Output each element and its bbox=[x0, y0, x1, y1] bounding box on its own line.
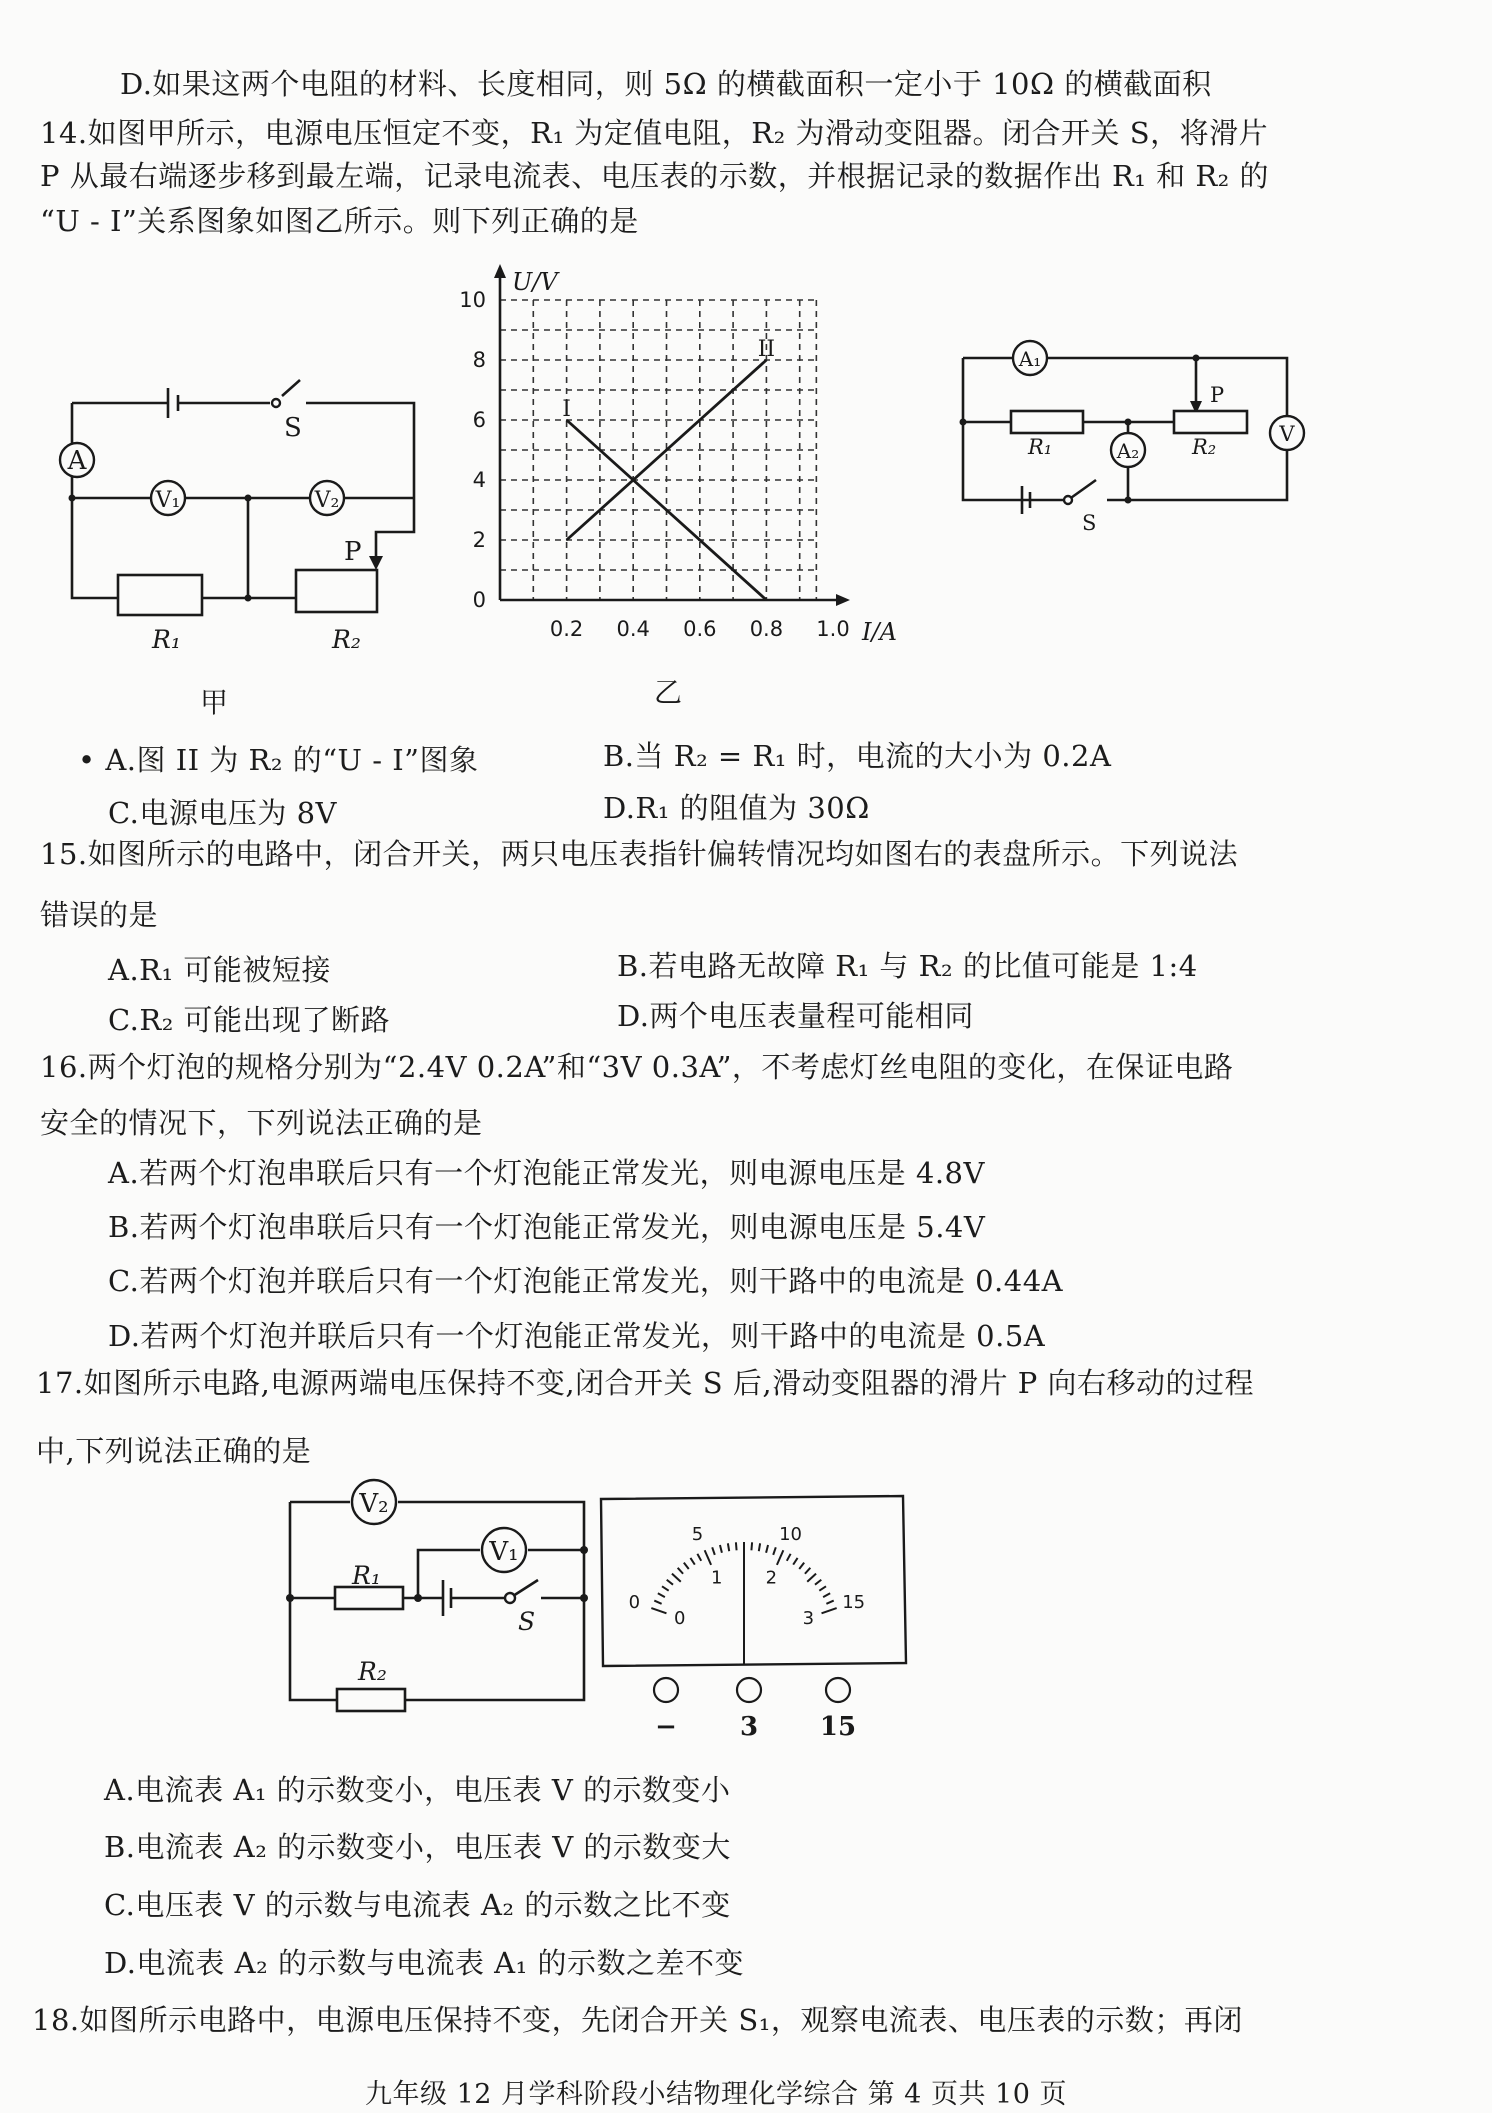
q14-option-a: • A.图 II 为 R₂ 的“U - I”图象 bbox=[78, 743, 479, 777]
switch-icon bbox=[513, 1580, 538, 1596]
resistor-r1 bbox=[118, 575, 202, 615]
terminal-label: 3 bbox=[739, 1712, 759, 1742]
x-tick-label: 0.8 bbox=[749, 617, 784, 641]
voltmeter-dial bbox=[601, 1496, 906, 1742]
q14-option-b: B.当 R₂ = R₁ 时，电流的大小为 0.2A bbox=[603, 739, 1112, 773]
terminal-icon bbox=[826, 1678, 850, 1702]
q17-option-c: C.电压表 V 的示数与电流表 A₂ 的示数之比不变 bbox=[104, 1888, 731, 1922]
dial-tick bbox=[728, 1543, 729, 1551]
axis-arrows bbox=[494, 264, 850, 606]
v2-label: V₂ bbox=[314, 488, 340, 513]
q17-option-b: B.电流表 A₂ 的示数变小，电压表 V 的示数变大 bbox=[104, 1830, 731, 1864]
series-label: I bbox=[562, 397, 571, 422]
a2-label: A₂ bbox=[1116, 439, 1140, 463]
ui-graph bbox=[459, 264, 897, 709]
rheostat-r2 bbox=[1174, 411, 1247, 433]
circuit-q17 bbox=[960, 341, 1305, 535]
circuit-q15 bbox=[286, 1480, 588, 1711]
switch-icon bbox=[272, 399, 280, 407]
a1-label: A₁ bbox=[1018, 347, 1042, 371]
q14-option-d: D.R₁ 的阻值为 30Ω bbox=[603, 791, 870, 825]
x-axis-label: I/A bbox=[862, 618, 897, 646]
q15-stem-line1: 15.如图所示的电路中，闭合开关，两只电压表指针偏转情况均如图右的表盘所示。下列说法 bbox=[40, 837, 1239, 871]
y-tick-label: 4 bbox=[472, 468, 486, 492]
y-tick-label: 8 bbox=[472, 348, 486, 372]
q16-stem-line1: 16.两个灯泡的规格分别为“2.4V 0.2A”和“3V 0.3A”，不考虑灯丝电阻的变化，在保证电路 bbox=[40, 1050, 1234, 1084]
battery-icon bbox=[168, 388, 178, 418]
q18-stem-line1: 18.如图所示电路中，电源电压保持不变，先闭合开关 S₁，观察电流表、电压表的示数；再闭 bbox=[32, 2003, 1243, 2037]
q17-option-d: D.电流表 A₂ 的示数与电流表 A₁ 的示数之差不变 bbox=[104, 1946, 744, 1980]
page-footer: 九年级 12 月学科阶段小结物理化学综合 第 4 页共 10 页 bbox=[365, 2079, 1067, 2110]
q13-option-d: D.如果这两个电阻的材料、长度相同，则 5Ω 的横截面积一定小于 10Ω 的横截面积 bbox=[120, 67, 1212, 101]
q16-option-c: C.若两个灯泡并联后只有一个灯泡能正常发光，则干路中的电流是 0.44A bbox=[108, 1264, 1064, 1298]
q17-option-a: A.电流表 A₁ 的示数变小，电压表 V 的示数变小 bbox=[104, 1773, 731, 1807]
ammeter-label: A bbox=[67, 446, 87, 476]
terminal-label: − bbox=[655, 1712, 677, 1742]
dial-outer-label: 15 bbox=[842, 1592, 866, 1614]
r2-label: R₂ bbox=[358, 1657, 387, 1686]
r1-label: R₁ bbox=[152, 625, 181, 654]
q16-stem-line2: 安全的情况下，下列说法正确的是 bbox=[40, 1106, 483, 1140]
v1-label: V₁ bbox=[489, 1537, 519, 1567]
y-tick-label: 10 bbox=[459, 288, 486, 312]
terminal-icon bbox=[654, 1678, 678, 1702]
q15-option-d: D.两个电压表量程可能相同 bbox=[617, 999, 974, 1033]
slider-label: P bbox=[344, 537, 362, 567]
y-axis-label: U/V bbox=[512, 268, 558, 296]
q14-stem-line2: P 从最右端逐步移到最左端，记录电流表、电压表的示数，并根据记录的数据作出 R₁ 和 R₂ 的 bbox=[40, 159, 1270, 193]
r1-label: R₁ bbox=[1028, 435, 1053, 459]
x-tick-label: 1.0 bbox=[816, 617, 850, 641]
switch-label: S bbox=[284, 413, 302, 443]
r1-label: R₁ bbox=[352, 1561, 381, 1590]
q16-option-a: A.若两个灯泡串联后只有一个灯泡能正常发光，则电源电压是 4.8V bbox=[108, 1156, 985, 1190]
y-tick-label: 0 bbox=[472, 588, 486, 612]
rheostat-r2 bbox=[296, 570, 377, 612]
q17-stem-line1: 17.如图所示电路,电源两端电压保持不变,闭合开关 S 后,滑动变阻器的滑片 P 向右移动的过程 bbox=[36, 1366, 1255, 1400]
dial-inner-label: 1 bbox=[710, 1567, 723, 1589]
circuit-jia bbox=[60, 380, 414, 719]
slider-arrow-icon bbox=[369, 556, 383, 570]
resistor-r1 bbox=[1011, 411, 1083, 433]
dial-outer-label: 0 bbox=[628, 1592, 641, 1614]
q15-option-a: A.R₁ 可能被短接 bbox=[108, 953, 331, 987]
dial-outer-label: 5 bbox=[691, 1523, 704, 1545]
dial-tick bbox=[751, 1542, 752, 1550]
v1-label: V₁ bbox=[155, 488, 181, 513]
q14-stem-line1: 14.如图甲所示，电源电压恒定不变，R₁ 为定值电阻，R₂ 为滑动变阻器。闭合开关 S，将滑片 bbox=[40, 116, 1269, 150]
figure-caption-jia: 甲 bbox=[200, 686, 229, 719]
switch-label: S bbox=[1082, 511, 1097, 535]
x-tick-label: 0.2 bbox=[549, 617, 584, 641]
y-tick-label: 2 bbox=[472, 528, 486, 552]
series-label: II bbox=[757, 337, 776, 362]
y-tick-label: 6 bbox=[472, 408, 486, 432]
q16-option-d: D.若两个灯泡并联后只有一个灯泡能正常发光，则干路中的电流是 0.5A bbox=[108, 1319, 1046, 1353]
q15-option-c: C.R₂ 可能出现了断路 bbox=[108, 1003, 391, 1037]
q15-stem-line2: 错误的是 bbox=[40, 898, 159, 932]
r2-label: R₂ bbox=[1192, 435, 1217, 459]
resistor-r2 bbox=[337, 1689, 405, 1711]
q17-stem-line2: 中,下列说法正确的是 bbox=[36, 1434, 312, 1468]
x-tick-label: 0.6 bbox=[683, 617, 717, 641]
v2-label: V₂ bbox=[359, 1489, 389, 1519]
r2-label: R₂ bbox=[332, 625, 361, 654]
resistor-r1 bbox=[335, 1587, 403, 1609]
dial-outer-label: 10 bbox=[779, 1523, 803, 1545]
dial-tick bbox=[759, 1543, 760, 1551]
dial-tick bbox=[736, 1542, 737, 1550]
dial-inner-label: 2 bbox=[765, 1567, 778, 1589]
dial-inner-label: 3 bbox=[802, 1607, 815, 1629]
v-label: V bbox=[1279, 422, 1295, 446]
terminal-icon bbox=[737, 1678, 761, 1702]
slider-label: P bbox=[1210, 383, 1225, 407]
dial-inner-label: 0 bbox=[673, 1607, 686, 1629]
q15-option-b: B.若电路无故障 R₁ 与 R₂ 的比值可能是 1:4 bbox=[617, 949, 1198, 983]
q16-option-b: B.若两个灯泡串联后只有一个灯泡能正常发光，则电源电压是 5.4V bbox=[108, 1210, 986, 1244]
q14-stem-line3: “U - I”关系图象如图乙所示。则下列正确的是 bbox=[40, 204, 639, 238]
battery-icon bbox=[443, 1580, 451, 1616]
terminal-label: 15 bbox=[819, 1712, 857, 1742]
x-tick-label: 0.4 bbox=[616, 617, 650, 641]
switch-label: S bbox=[518, 1607, 536, 1636]
q14-option-c: C.电源电压为 8V bbox=[108, 796, 337, 830]
figure-caption-yi: 乙 bbox=[654, 676, 683, 709]
